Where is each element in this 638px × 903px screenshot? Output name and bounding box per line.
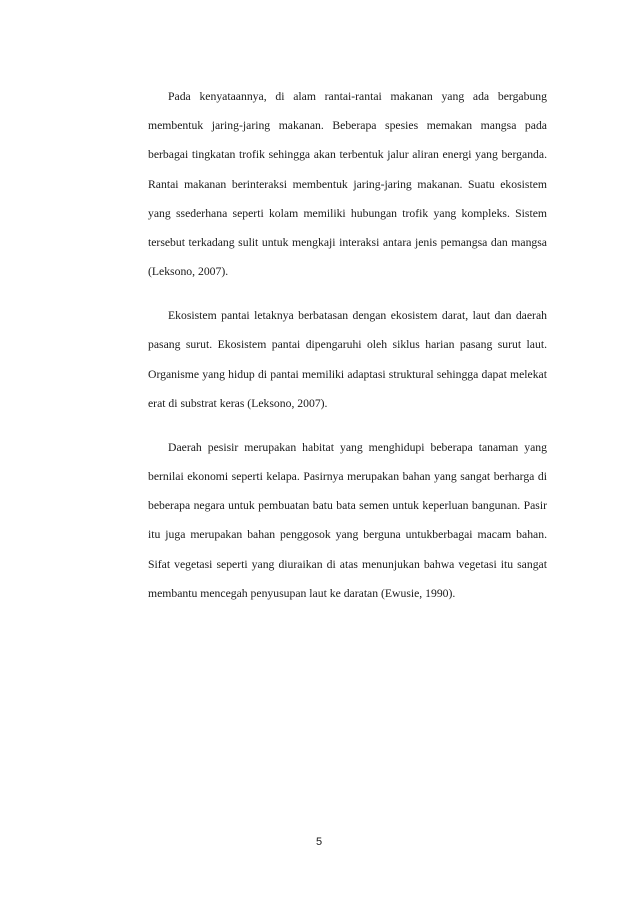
paragraph-coastal-area: Daerah pesisir merupakan habitat yang menghidupi beberapa tanaman yang bernilai ekonomi seperti kelapa. Pasirnya merupakan bahan yang sangat berharga di beberapa negara untuk pembuatan batu bata semen untuk keperluan bangunan. Pasir itu juga merupakan bahan penggosok yang berguna untukberbagai macam bahan. Sifat vegetasi seperti yang diuraikan di atas menunjukan bahwa vegetasi itu sangat membantu mencegah penyusupan laut ke daratan (Ewusie, 1990). bbox=[148, 440, 547, 600]
paragraph-coastal-ecosystem: Ekosistem pantai letaknya berbatasan dengan ekosistem darat, laut dan daerah pasang surut. Ekosistem pantai dipengaruhi oleh siklus harian pasang surut laut. Organisme yang hidup di pantai memiliki adaptasi struktural sehingga dapat melekat erat di substrat keras (Leksono, 2007). bbox=[148, 309, 547, 410]
page-number: 5 bbox=[315, 836, 323, 848]
body-text bbox=[148, 82, 547, 623]
paragraph-food-web: Pada kenyataannya, di alam rantai-rantai makanan yang ada bergabung membentuk jaring-jaring makanan. Beberapa spesies memakan mangsa pada berbagai tingkatan trofik sehingga akan terbentuk jalur aliran energi yang berganda. Rantai makanan berinteraksi membentuk jaring-jaring makanan. Suatu ekosistem yang ssederhana seperti kolam memiliki hubungan trofik yang kompleks. Sistem tersebut terkadang sulit untuk mengkaji interaksi antara jenis pemangsa dan mangsa (Leksono, 2007). bbox=[148, 90, 547, 279]
